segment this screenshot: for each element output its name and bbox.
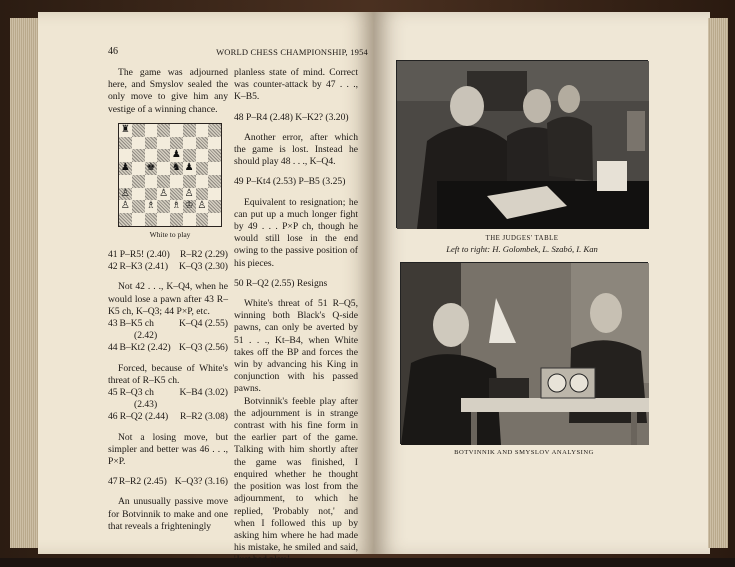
intro-paragraph: The game was adjourned here, and Smyslov sealed the only move to give him any vestige of a winning chance.: [108, 67, 228, 115]
board-square: [157, 213, 170, 226]
note-commentary: Botvinnik's feeble play after the adjournment is in strange contrast with his fine form in the earlier part of the game. Talking with him shortly after the game was finished, I enquired whether he thought the position was lost from the adjournment, to which he replied, 'Probably not,' and when I followed this up by asking him where he had made his mistake, he smiled and said, 'Just bad play.': [234, 395, 358, 566]
board-square: [132, 188, 145, 201]
board-square: ♙: [120, 187, 130, 199]
white-move: B–K5 ch: [119, 318, 154, 330]
move-number: 44: [108, 342, 118, 354]
white-move: B–Kt2 (2.42): [119, 342, 171, 354]
black-move: K–Q4 (2.55): [178, 318, 228, 330]
move-line: [108, 249, 228, 261]
move-48: 48 P–R4 (2.48) K–K2? (3.20): [234, 111, 349, 123]
board-square: ♗: [146, 200, 156, 212]
white-move: R–Q2 (2.44): [119, 411, 169, 423]
white-move: (2.42): [134, 330, 158, 342]
board-square: [119, 213, 132, 226]
board-square: [157, 137, 170, 150]
black-move: R–R2 (3.08): [180, 411, 228, 423]
note-47: An unusually passive move for Botvinnik to make and one that reveals a frighteningly: [108, 496, 228, 532]
white-move: R–R2 (2.45): [118, 476, 167, 488]
note-46: Not a losing move, but simpler and better was 46 . . ., P×P.: [108, 431, 228, 468]
board-square: [145, 175, 158, 188]
board-square: [145, 213, 158, 226]
move-number: 43: [108, 318, 118, 330]
page-number: 46: [108, 46, 118, 57]
continuation-text: planless state of mind. Correct was counter-attack by 47 . . ., K–B5.: [234, 67, 358, 103]
moves-45-46: [108, 387, 228, 424]
board-square: [196, 149, 209, 162]
move-50: 50 R–Q2 (2.55) Resigns: [234, 277, 328, 289]
board-square: [170, 188, 183, 201]
board-square: ♔: [184, 200, 194, 212]
black-move: K–Q3 (2.30): [178, 261, 228, 273]
move-line: [108, 330, 228, 342]
page-edges-left: [10, 18, 40, 548]
note-50: White's threat of 51 R–Q5, winning both Black's Q-side pawns, can only be averted by 51 . . ., Kt–B4, when White takes off the BP and forces the win by advancing his King in conjunction with his passed pawns.: [234, 298, 358, 395]
white-move: R–Q3 ch: [119, 387, 154, 399]
note-44: Forced, because of White's threat of R–K5 ch.: [108, 362, 228, 386]
move-number: 41: [108, 249, 118, 261]
board-square: [145, 149, 158, 162]
white-move: P–R5! (2.40): [119, 249, 170, 261]
board-square: ♙: [184, 187, 194, 199]
judges-table-photo: [396, 60, 648, 228]
board-square: [145, 137, 158, 150]
white-move: R–K3 (2.41): [119, 261, 169, 273]
running-title: WORLD CHESS CHAMPIONSHIP, 1954: [216, 47, 368, 57]
board-square: ♗: [171, 200, 181, 212]
board-square: [208, 149, 221, 162]
analysis-photo: [400, 262, 648, 444]
board-square: ♙: [120, 200, 130, 212]
moves-47: [108, 476, 228, 488]
board-square: [208, 124, 221, 137]
photo1-caption: THE JUDGES' TABLE: [485, 235, 559, 242]
board-square: [132, 137, 145, 150]
board-square: [170, 137, 183, 150]
board-square: ♟: [171, 149, 181, 161]
black-move: R–R2 (2.29): [180, 249, 228, 261]
board-square: [183, 213, 196, 226]
board-square: [196, 188, 209, 201]
board-square: [145, 188, 158, 201]
move-line: [108, 342, 228, 354]
move-line: [108, 261, 228, 273]
note-42: Not 42 . . ., K–Q4, when he would lose a pawn after 43 R–K5 ch, K–Q3; 44 P×P, etc.: [108, 281, 228, 317]
board-square: [208, 162, 221, 175]
moves-43-44: [108, 318, 228, 355]
move-number: 46: [108, 411, 118, 423]
board-square: ♟: [120, 162, 130, 174]
board-square: [196, 213, 209, 226]
note-49: Equivalent to resignation; he can put up a much longer fight by 49 . . . P×P ch, though he would still lose in the end owing to the passive position of his pieces.: [234, 196, 358, 269]
board-square: [208, 200, 221, 213]
move-49: 49 P–Kt4 (2.53) P–B5 (3.25): [234, 176, 346, 188]
board-square: [183, 124, 196, 137]
move-number: 47: [108, 476, 118, 488]
diagram-caption: White to play: [149, 229, 191, 239]
board-square: [196, 124, 209, 137]
board-square: [208, 188, 221, 201]
move-line: [108, 411, 228, 423]
black-move: K–B4 (3.02): [179, 387, 228, 399]
board-square: ♟: [184, 162, 194, 174]
board-square: ♞: [171, 162, 181, 174]
board-square: [183, 175, 196, 188]
move-number: 45: [108, 387, 118, 399]
move-line: [108, 476, 228, 488]
board-square: [119, 175, 132, 188]
board-square: [208, 175, 221, 188]
board-square: [157, 124, 170, 137]
chess-diagram: [118, 123, 222, 241]
move-number: 42: [108, 261, 118, 273]
moves-41-42: [108, 249, 228, 273]
board-square: [157, 175, 170, 188]
board-square: [132, 149, 145, 162]
move-line: [108, 387, 228, 399]
left-column: [108, 67, 228, 533]
note-48: Another error, after which the game is lost. Instead he should play 48 . . ., K–Q4.: [234, 131, 358, 168]
board-square: ♙: [197, 200, 207, 212]
white-move: (2.43): [134, 399, 158, 411]
board-square: [145, 124, 158, 137]
black-move: K–Q3? (3.16): [174, 476, 228, 488]
move-line: [108, 318, 228, 330]
board-square: [208, 137, 221, 150]
chess-board: [118, 123, 222, 227]
page-edges-right: [708, 18, 728, 548]
board-square: [170, 124, 183, 137]
board-square: [157, 149, 170, 162]
board-square: [132, 213, 145, 226]
board-square: [170, 213, 183, 226]
board-square: [183, 137, 196, 150]
board-square: [196, 162, 209, 175]
board-square: [132, 162, 145, 175]
right-column: [234, 67, 358, 567]
board-square: ♜: [120, 123, 130, 135]
board-square: [196, 137, 209, 150]
board-square: [157, 162, 170, 175]
board-square: [157, 200, 170, 213]
board-square: [132, 124, 145, 137]
board-square: [170, 175, 183, 188]
photo2-caption: BOTVINNIK AND SMYSLOV ANALYSING: [454, 449, 594, 456]
black-move: K–Q3 (2.56): [178, 342, 228, 354]
board-square: [119, 137, 132, 150]
board-square: [208, 213, 221, 226]
photo1-subcaption: Left to right: H. Golombek, L. Szabó, I. Kan: [446, 244, 598, 254]
move-line: [108, 399, 228, 411]
board-square: ♚: [146, 162, 156, 174]
board-square: [183, 149, 196, 162]
board-square: [119, 149, 132, 162]
board-square: [132, 175, 145, 188]
board-square: ♙: [159, 187, 169, 199]
board-square: [132, 200, 145, 213]
board-square: [196, 175, 209, 188]
